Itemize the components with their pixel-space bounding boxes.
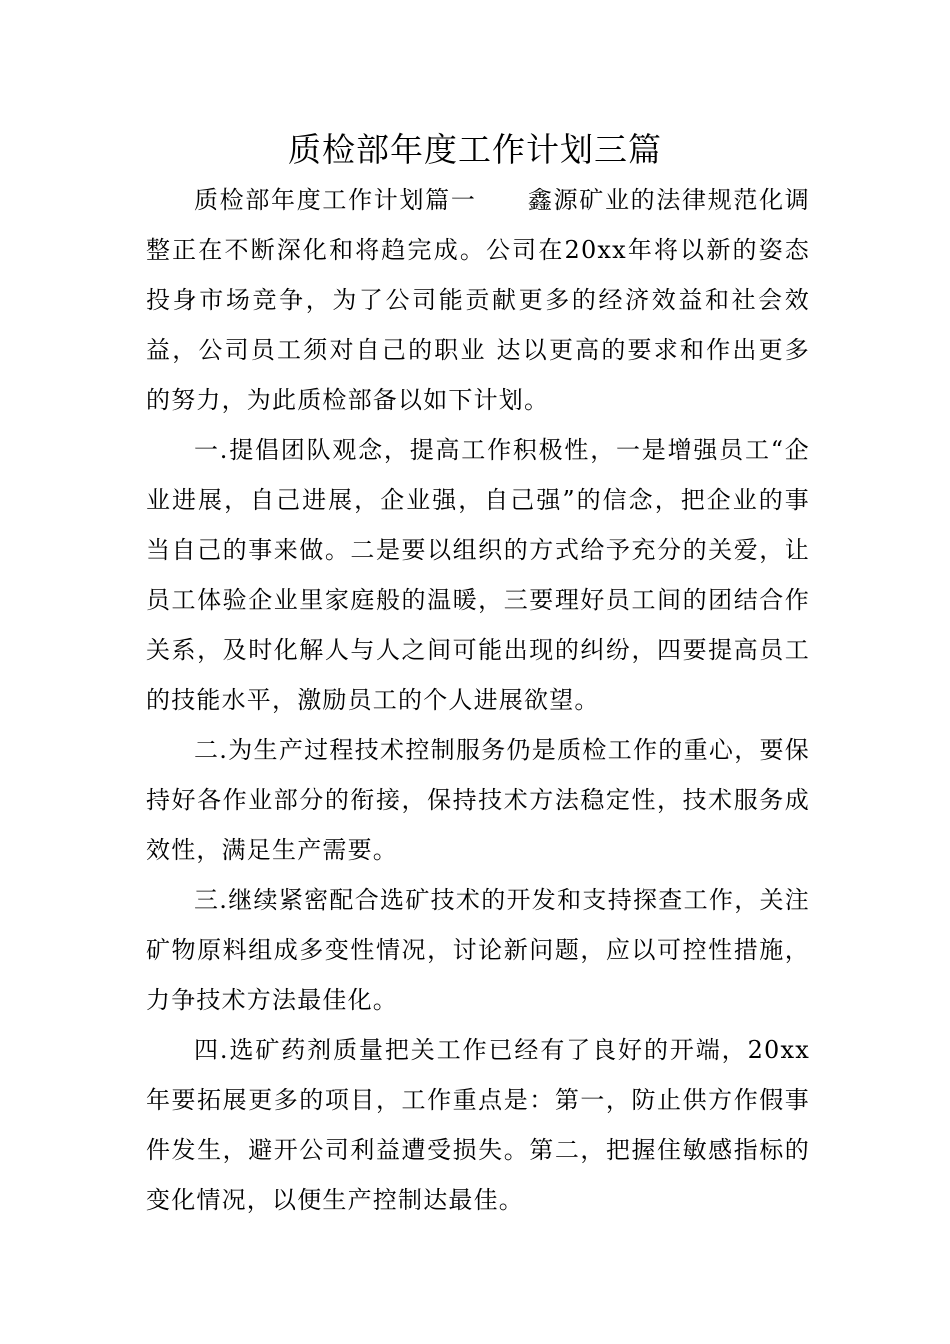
paragraph-intro: 质检部年度工作计划篇一 鑫源矿业的法律规范化调整正在不断深化和将趋完成。公司在20xx年将以新的姿态投身市场竞争，为了公司能贡献更多的经济效益和社会效益，公司员工须对自己的职业 达以更高的要求和作出更多的努力，为此质检部备以如下计划。 <box>146 186 810 414</box>
document-body <box>146 175 810 1225</box>
paragraph-item-4: 四.选矿药剂质量把关工作已经有了良好的开端，20xx年要拓展更多的项目，工作重点是：第一，防止供方作假事件发生，避开公司利益遭受损失。第二，把握住敏感指标的变化情况，以便生产控制达最佳。 <box>146 1036 810 1214</box>
document-title: 质检部年度工作计划三篇 <box>288 130 662 169</box>
paragraph-item-2: 二.为生产过程技术控制服务仍是质检工作的重心，要保持好各作业部分的衔接，保持技术方法稳定性，技术服务成效性，满足生产需要。 <box>146 736 810 864</box>
paragraph-item-3: 三.继续紧密配合选矿技术的开发和支持探查工作，关注矿物原料组成多变性情况，讨论新问题，应以可控性措施，力争技术方法最佳化。 <box>146 886 810 1014</box>
paragraph-item-1: 一.提倡团队观念，提高工作积极性，一是增强员工“企业进展，自己进展，企业强，自己强”的信念，把企业的事当自己的事来做。二是要以组织的方式给予充分的关爱，让员工体验企业里家庭般的温暖，三要理好员工间的团结合作关系，及时化解人与人之间可能出现的纠纷，四要提高员工的技能水平，激励员工的个人进展欲望。 <box>146 436 810 714</box>
